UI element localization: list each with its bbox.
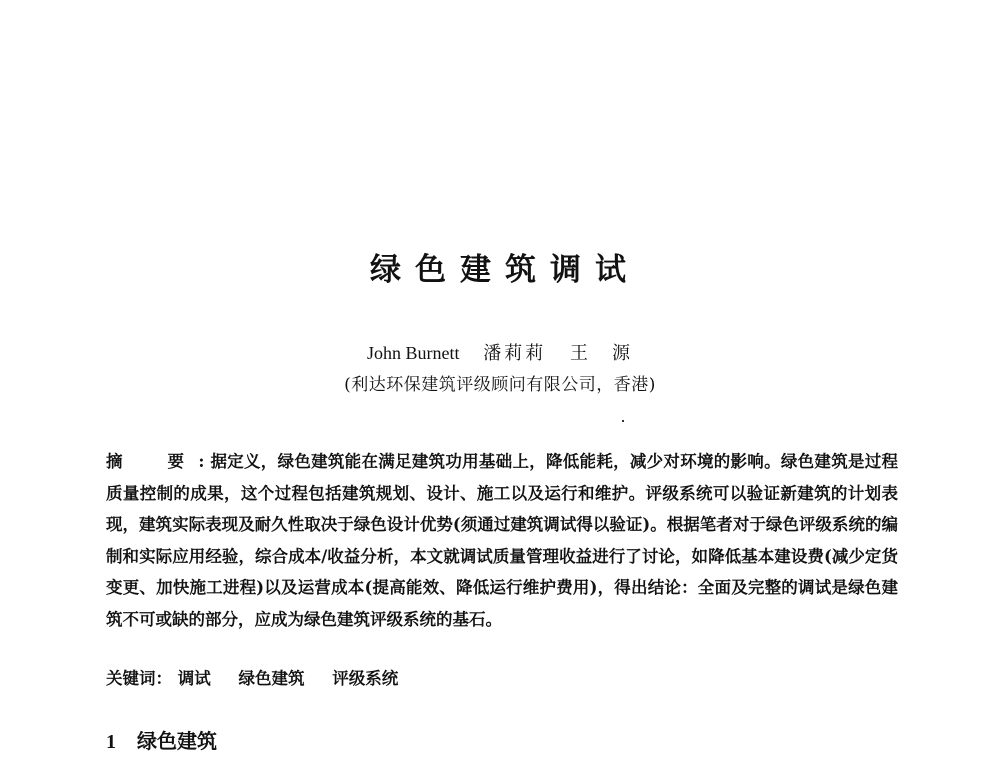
author-line	[0, 340, 1000, 367]
abstract-colon: :	[198, 452, 205, 471]
author-english: John Burnett	[367, 343, 460, 363]
abstract-label: 摘 要	[106, 452, 199, 471]
section-title: 绿色建筑	[136, 729, 217, 753]
scan-speck	[622, 420, 624, 422]
abstract-text: 据定义，绿色建筑能在满足建筑功用基础上，降低能耗，减少对环境的影响。绿色建筑是过程质量控制的成果，这个过程包括建筑规划、设计、施工以及运行和维护。评级系统可以验证新建筑的计划表现，建筑实际表现及耐久性取决于绿色设计优势(须通过建筑调试得以验证)。根据笔者对于绿色评级系统的编制和实际应用经验，综合成本/收益分析，本文就调试质量管理收益进行了讨论，如降低基本建设费(减少定货变更、加快施工进程)以及运营成本(提高能效、降低运行维护费用)，得出结论：全面及完整的调试是绿色建筑不可或缺的部分，应成为绿色建筑评级系统的基石。	[106, 452, 899, 629]
abstract	[106, 446, 898, 635]
keywords-label: 关键词：	[106, 669, 172, 688]
paper-title: 绿色建筑调试	[370, 252, 640, 288]
keyword-item: 调试	[177, 669, 211, 688]
section-heading	[106, 726, 217, 757]
keyword-item: 绿色建筑	[238, 669, 305, 688]
keyword-item: 评级系统	[332, 669, 399, 688]
author-chinese-2: 王 源	[569, 343, 633, 364]
affiliation: (利达环保建筑评级顾问有限公司，香港)	[344, 375, 656, 395]
author-chinese-1: 潘莉莉	[483, 343, 547, 364]
keywords	[106, 665, 898, 693]
section-number: 1	[106, 731, 116, 753]
